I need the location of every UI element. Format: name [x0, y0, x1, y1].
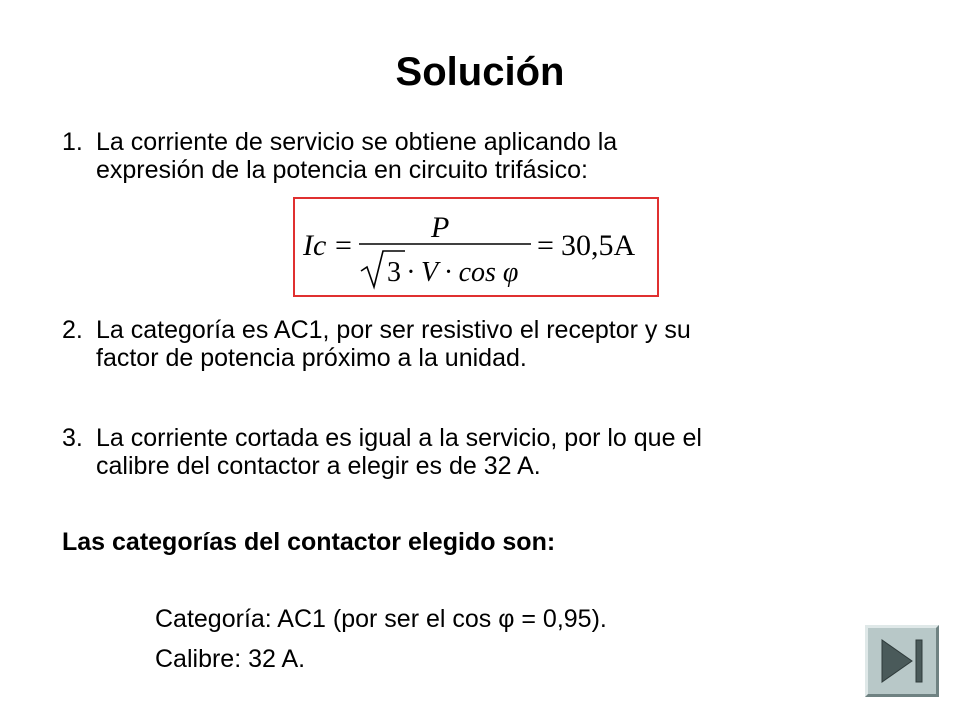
- calibre-line: Calibre: 32 A.: [155, 645, 306, 673]
- categoria-line: Categoría: AC1 (por ser el cos φ = 0,95).: [155, 605, 607, 633]
- formula-box: [293, 197, 659, 297]
- item-line-1: La corriente cortada es igual a la servicio, por lo que el: [96, 424, 702, 452]
- list-item-3: [62, 424, 902, 480]
- formula-numerator: P: [431, 211, 450, 244]
- item-line-2: factor de potencia próximo a la unidad.: [96, 344, 527, 372]
- formula-svg: [295, 199, 657, 295]
- skip-forward-icon: [868, 628, 936, 694]
- item-number: 2.: [62, 316, 83, 344]
- list-item-1: [62, 128, 902, 184]
- categories-heading: Las categorías del contactor elegido son:: [62, 528, 556, 556]
- formula-result: 30,5A: [561, 229, 636, 262]
- item-number: 3.: [62, 424, 83, 452]
- formula-equals-1: =: [335, 229, 352, 262]
- item-line-2: expresión de la potencia en circuito trifásico:: [96, 156, 588, 184]
- formula-lhs: Ic: [303, 229, 327, 262]
- formula-denominator: · V · cos φ: [407, 257, 519, 288]
- list-item-2: [62, 316, 902, 372]
- item-line-2: calibre del contactor a elegir es de 32 A.: [96, 452, 541, 480]
- slide-title: Solución: [395, 50, 565, 94]
- item-line-1: La corriente de servicio se obtiene aplicando la: [96, 128, 618, 156]
- next-slide-button[interactable]: [865, 625, 939, 697]
- formula-radicand: 3: [387, 257, 401, 288]
- item-line-1: La categoría es AC1, por ser resistivo el receptor y su: [96, 316, 691, 344]
- formula-equals-2: =: [537, 229, 554, 262]
- item-number: 1.: [62, 128, 83, 156]
